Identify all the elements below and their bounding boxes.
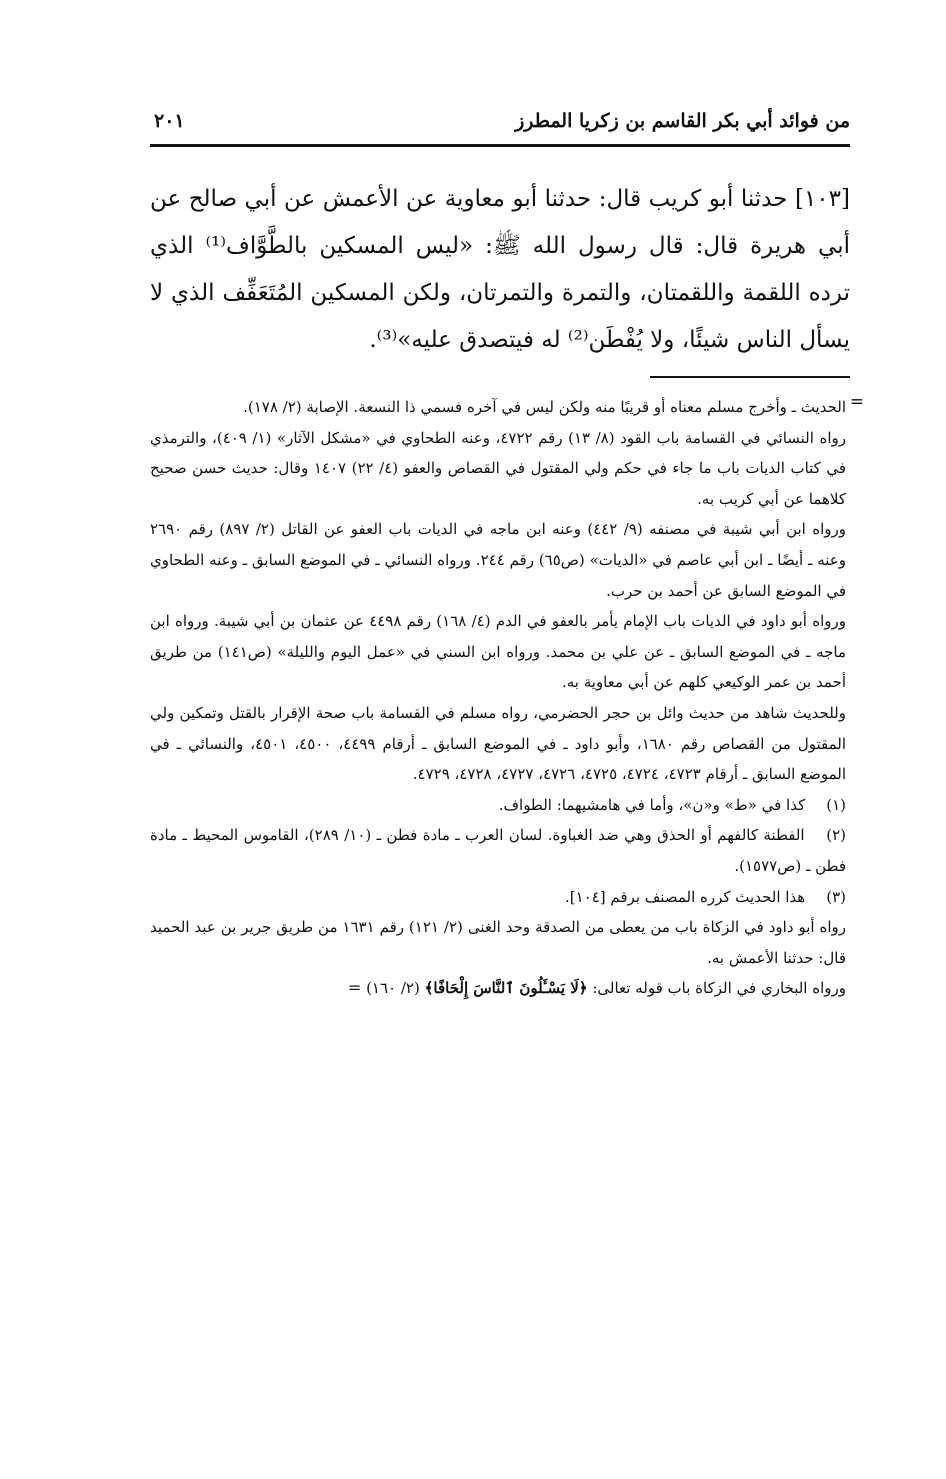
footnote-continuation-mark: = [849,392,864,412]
footnote-bukhari-line [150,973,846,1004]
footnote-text: الفطنة كالفهم أو الحذق وهي ضد الغباوة. لسان العرب ـ مادة فطن ـ (١٠/ ٢٨٩)، القاموس المحيط ـ مادة فطن ـ (ص١٥٧٧). [150,826,846,875]
footnote-2 [150,820,846,881]
footnote-continued-paragraph: رواه النسائي في القسامة باب القود (٨/ ١٣) رقم ٤٧٢٢، وعنه الطحاوي في «مشكل الآثار» (١/ ٤٠٩)، والترمذي في كتاب الديات باب ما جاء في حكم ولي المقتول في القصاص والعفو (٤/ ٢٢) ١٤٠٧ وقال: حديث حسن صحيح كلاهما عن أبي كريب به. [150,428,847,508]
footnote-3 [150,882,846,913]
footnote-1 [150,790,846,821]
footnote-continued-paragraph: الحديث ـ وأخرج مسلم معناه أو قريبًا منه ولكن ليس في آخره فسمي ذا النسعة. الإصابة (٢/ ١٧٨). [243,398,846,416]
footnote-continued-paragraph: ورواه أبو داود في الديات باب الإمام يأمر بالعفو في الدم (٤/ ١٦٨) رقم ٤٤٩٨ عن عثمان بن أبي شيبة. ورواه ابن ماجه ـ في الموضع السابق ـ عن علي بن محمد. ورواه ابن السني في «عمل اليوم والليلة» (ص١٤١) من طريق أحمد بن عمر الوكيعي كلهم عن أبي معاوية به. [150,612,846,692]
footnotes-block [150,392,846,1004]
hadith-text-block [150,176,850,364]
footnote-number: (٢) [826,826,847,845]
running-title: من فوائد أبي بكر القاسم بن زكريا المطرز [515,110,850,132]
page-number: ٢٠١ [154,110,185,132]
footnote-after-paragraph: رواه أبو داود في الزكاة باب من يعطى من الصدقة وحد الغنى (٢/ ١٢١) رقم ١٦٣١ من طريق جرير بن عبد الحميد قال: حدثنا الأعمش به. [150,918,846,967]
bukhari-prefix: ورواه البخاري في الزكاة باب قوله تعالى: [587,979,846,998]
bukhari-reference: (٢/ ١٦٠) [361,979,425,998]
continuation-mark: = [347,978,362,998]
footnote-number: (٣) [826,887,846,906]
page-header [150,104,850,147]
hadith-paragraph: [١٠٣] حدثنا أبو كريب قال: حدثنا أبو معاوية عن الأعمش عن أبي صالح عن أبي هريرة قال: قال رسول الله ﷺ: «ليس المسكين بالطَّوَّاف⁽¹⁾ الذي ترده اللقمة واللقمتان، والتمرة والتمرتان، ولكن المسكين المُتَعَفِّف الذي لا يسأل الناس شيئًا، ولا يُفْطَن⁽²⁾ له فيتصدق عليه»⁽³⁾. [150,186,851,353]
footnote-text: هذا الحديث كرره المصنف برقم [١٠٤]. [564,887,806,906]
footnote-text: كذا في «ط» و«ن»، وأما في هامشيهما: الطواف. [498,795,806,814]
footnote-number: (١) [826,795,846,814]
footnote-continued-paragraph: وللحديث شاهد من حديث وائل بن حجر الحضرمي، رواه مسلم في القسامة باب صحة الإقرار بالقتل وتمكين ولي المقتول من القصاص رقم ١٦٨٠، وأبو داود ـ في الموضع السابق ـ أرقام ٤٤٩٩، ٤٥٠٠، ٤٥٠١، والنسائي ـ في الموضع السابق ـ أرقام ٤٧٢٣، ٤٧٢٤، ٤٧٢٥، ٤٧٢٦، ٤٧٢٧، ٤٧٢٨، ٤٧٢٩. [150,703,847,784]
quran-verse: ﴿لَا يَسْـَٔلُونَ ٱلنَّاسَ إِلْحَافًا﴾ [424,979,588,998]
footnote-continued-paragraph: ورواه ابن أبي شيبة في مصنفه (٩/ ٤٤٢) وعنه ابن ماجه في الديات باب العفو عن القاتل (٢/ ٨٩٧) رقم ٢٦٩٠ وعنه ـ أيضًا ـ ابن أبي عاصم في «الديات» (ص٦٥) رقم ٢٤٤. ورواه النسائي ـ في الموضع السابق ـ وعنه الطحاوي في الموضع السابق عن أحمد بن حرب. [150,520,846,600]
footnote-separator [650,376,850,378]
